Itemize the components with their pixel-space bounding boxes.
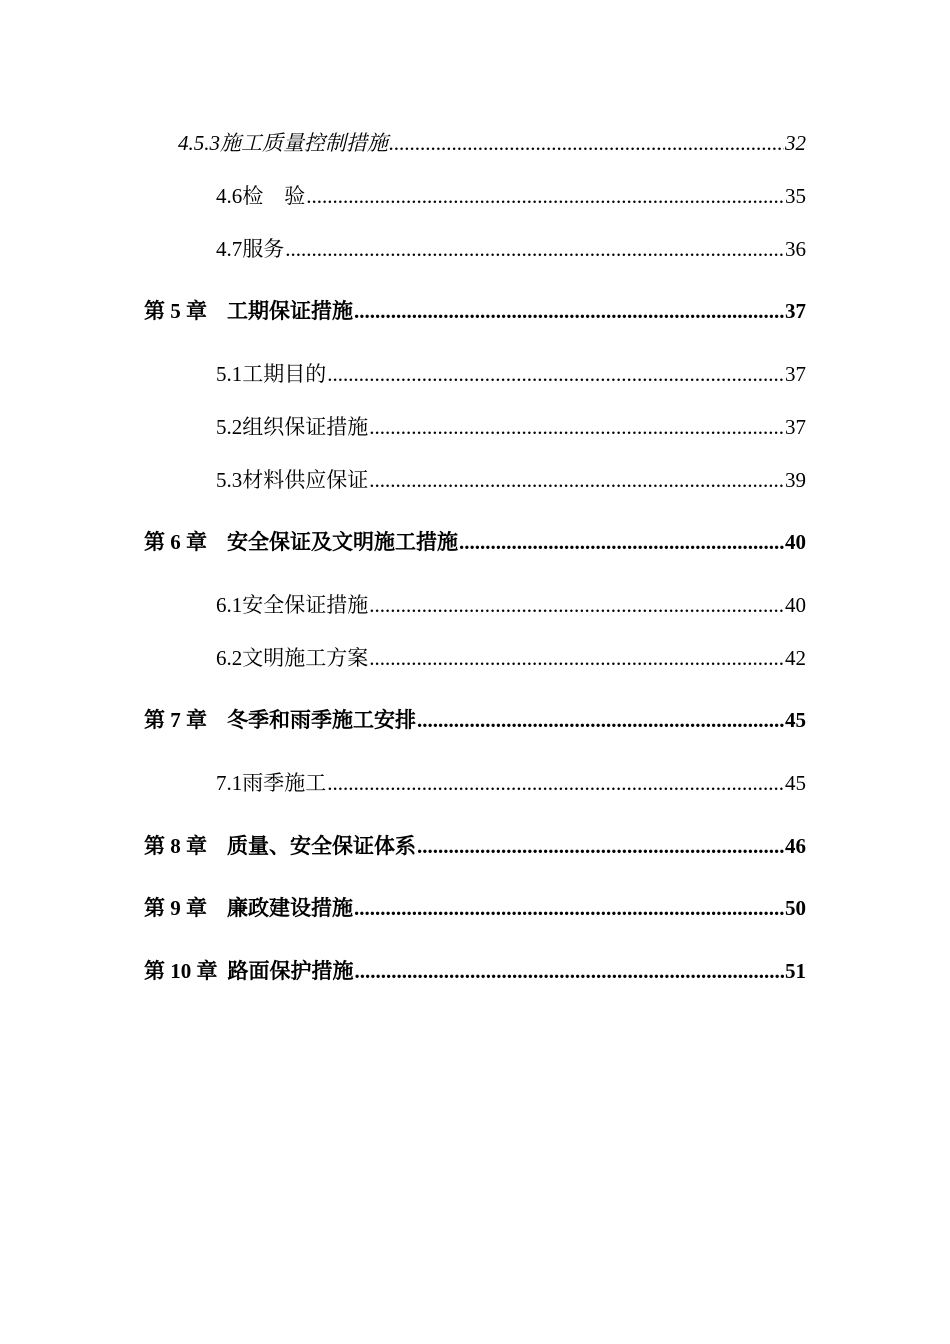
toc-entry-number: 7.1 (216, 771, 243, 795)
toc-entry-number: 5.1 (216, 362, 243, 386)
toc-dot-leader (459, 528, 784, 556)
toc-entry-title: 冬季和雨季施工安排 (227, 708, 416, 732)
toc-entry-chapter-10[interactable] (144, 957, 806, 985)
toc-entry-page: 45 (785, 708, 806, 732)
toc-entry-number: 第 6 章 (144, 530, 207, 554)
toc-entry-4-5-3[interactable] (178, 129, 806, 157)
toc-entry-number: 第 9 章 (144, 896, 207, 920)
toc-dot-leader (354, 297, 784, 325)
toc-dot-leader (327, 769, 784, 797)
toc-dot-leader (354, 894, 784, 922)
toc-entry-number: 第 8 章 (144, 834, 207, 858)
toc-dot-leader (389, 129, 784, 157)
toc-dot-leader (327, 360, 784, 388)
toc-entry-page: 42 (785, 646, 806, 670)
toc-entry-title: 安全保证及文明施工措施 (227, 530, 458, 554)
toc-dot-leader (285, 235, 784, 263)
toc-entry-title: 路面保护措施 (227, 959, 354, 983)
toc-dot-leader (417, 706, 784, 734)
toc-entry-5-2[interactable] (216, 413, 806, 441)
toc-entry-title: 施工质量控制措施 (220, 131, 388, 155)
toc-dot-leader (417, 832, 784, 860)
toc-entry-number: 6.1 (216, 593, 243, 617)
toc-entry-4-6[interactable] (216, 182, 806, 210)
toc-entry-page: 46 (785, 834, 806, 858)
toc-entry-chapter-6[interactable] (144, 528, 806, 556)
toc-entry-page: 37 (785, 362, 806, 386)
toc-entry-7-1[interactable] (216, 769, 806, 797)
toc-entry-title: 雨季施工 (242, 771, 327, 795)
toc-dot-leader (306, 182, 784, 210)
toc-entry-6-1[interactable] (216, 591, 806, 619)
toc-entry-number: 第 10 章 (144, 959, 218, 983)
toc-entry-number: 6.2 (216, 646, 243, 670)
toc-entry-page: 35 (785, 184, 806, 208)
toc-entry-title: 文明施工方案 (242, 646, 369, 670)
toc-entry-number: 第 7 章 (144, 708, 207, 732)
toc-entry-page: 32 (785, 131, 806, 155)
toc-entry-number: 4.6 (216, 184, 243, 208)
toc-dot-leader (369, 466, 784, 494)
toc-entry-title: 工期保证措施 (227, 299, 353, 323)
toc-entry-title: 安全保证措施 (242, 593, 369, 617)
toc-entry-page: 37 (785, 299, 806, 323)
toc-entry-title: 检 验 (242, 184, 306, 208)
toc-entry-page: 36 (785, 237, 806, 261)
toc-entry-number: 第 5 章 (144, 299, 207, 323)
toc-dot-leader (369, 591, 784, 619)
toc-entry-title: 材料供应保证 (242, 468, 369, 492)
toc-entry-page: 40 (785, 593, 806, 617)
toc-entry-chapter-7[interactable] (144, 706, 806, 734)
toc-entry-6-2[interactable] (216, 644, 806, 672)
toc-entry-title: 服务 (242, 237, 285, 261)
toc-dot-leader (355, 957, 785, 985)
toc-entry-chapter-9[interactable] (144, 894, 806, 922)
toc-entry-title: 廉政建设措施 (227, 896, 353, 920)
toc-entry-page: 45 (785, 771, 806, 795)
toc-entry-page: 50 (785, 896, 806, 920)
toc-dot-leader (369, 644, 784, 672)
toc-entry-page: 40 (785, 530, 806, 554)
toc-entry-5-3[interactable] (216, 466, 806, 494)
toc-entry-title: 工期目的 (242, 362, 327, 386)
toc-entry-number: 4.7 (216, 237, 243, 261)
toc-entry-number: 5.3 (216, 468, 243, 492)
toc-entry-title: 组织保证措施 (242, 415, 369, 439)
toc-entry-page: 51 (785, 959, 806, 983)
toc-entry-5-1[interactable] (216, 360, 806, 388)
toc-entry-title: 质量、安全保证体系 (227, 834, 416, 858)
toc-dot-leader (369, 413, 784, 441)
toc-entry-page: 39 (785, 468, 806, 492)
toc-entry-page: 37 (785, 415, 806, 439)
toc-entry-number: 4.5.3 (178, 131, 220, 155)
toc-entry-chapter-8[interactable] (144, 832, 806, 860)
toc-entry-4-7[interactable] (216, 235, 806, 263)
toc-entry-number: 5.2 (216, 415, 243, 439)
toc-entry-chapter-5[interactable] (144, 297, 806, 325)
